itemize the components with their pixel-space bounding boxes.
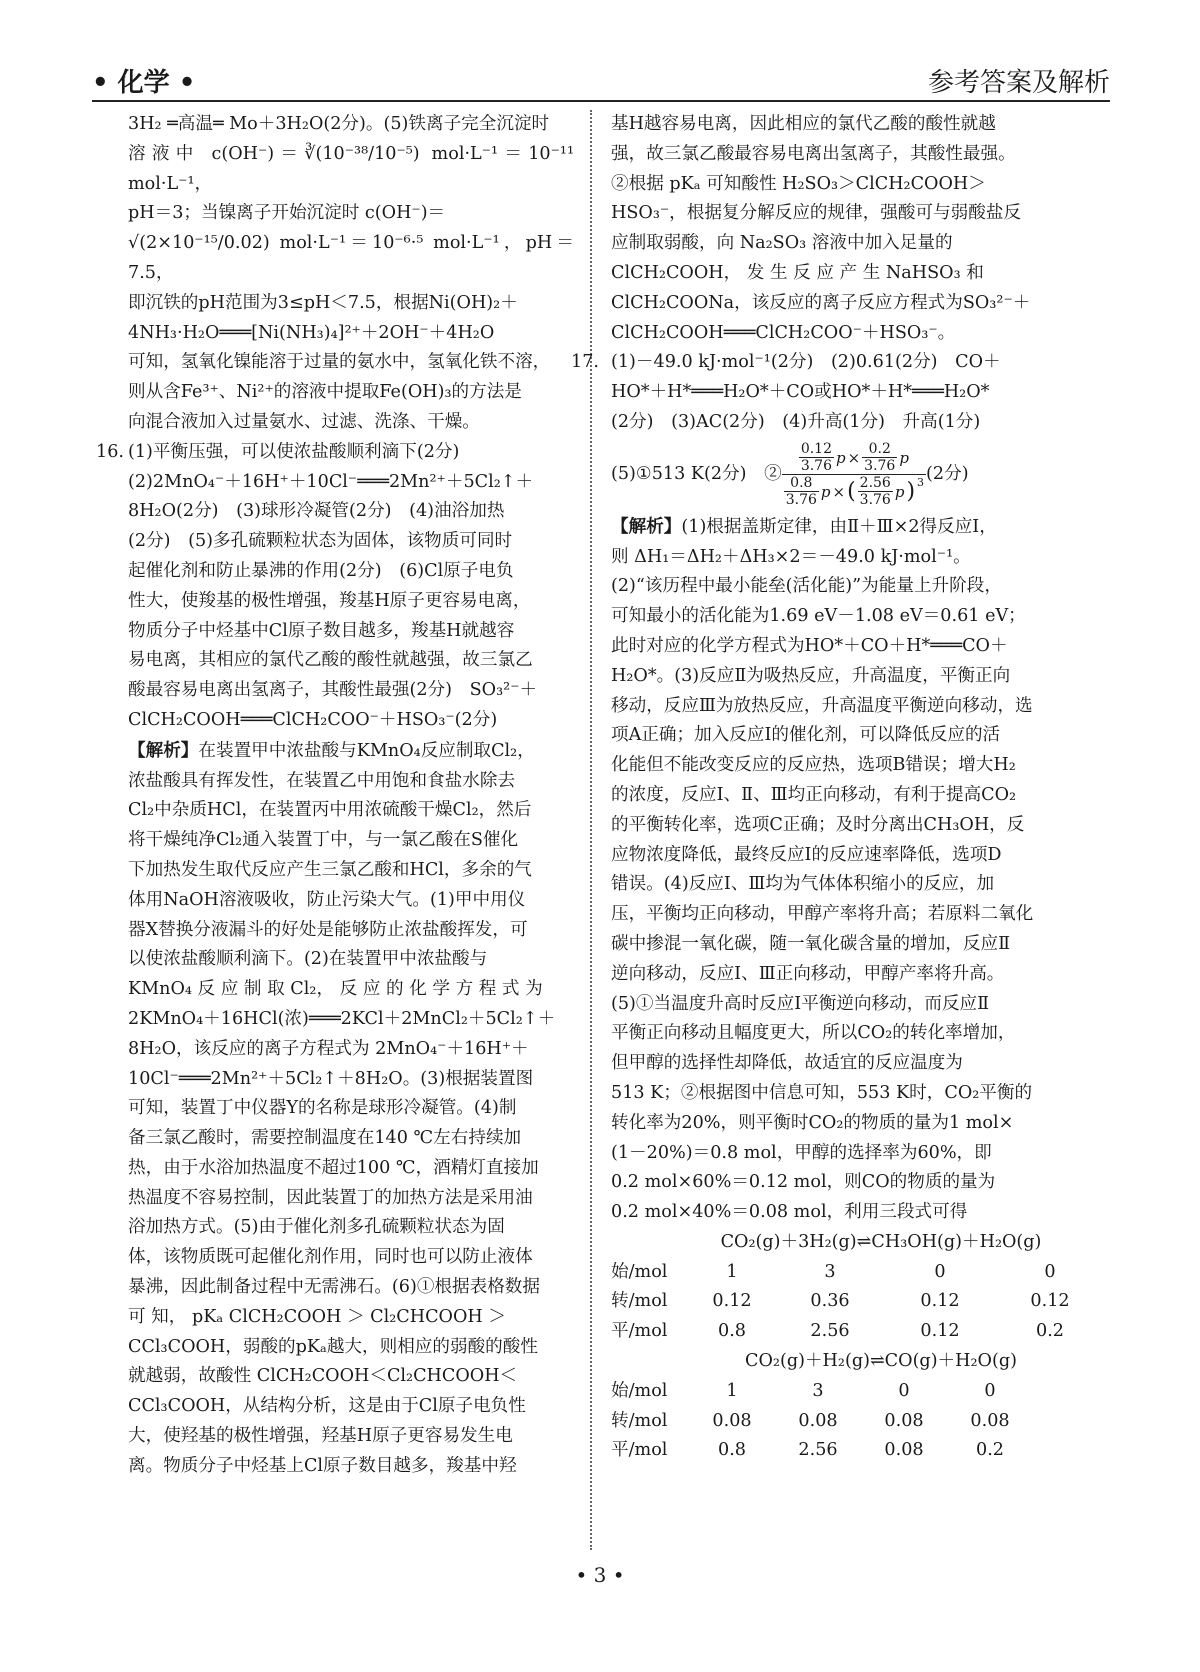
analysis-line: 可知，装置丁中仪器Y的名称是球形冷凝管。(4)制	[128, 1098, 517, 1119]
analysis-line: 0.2 mol×60%＝0.12 mol，则CO的物质的量为	[611, 1172, 996, 1193]
text-line: 3H₂ ═高温═ Mo＋3H₂O(2分)。(5)铁离子完全沉淀时	[128, 114, 550, 134]
row-label: 始/mol	[611, 1261, 668, 1282]
fraction-denominator	[782, 475, 926, 508]
analysis-line: 体，该物质既可起催化剂作用，同时也可以防止液体	[128, 1247, 533, 1268]
table-row	[611, 1436, 1033, 1466]
analysis-line: 器X替换分液漏斗的好处是能够防止浓盐酸挥发，可	[128, 919, 528, 940]
table-cell: 1	[726, 1380, 738, 1401]
text-line: 4NH₃·H₂O═══[Ni(NH₃)₄]²⁺＋2OH⁻＋4H₂O	[128, 322, 495, 343]
text-line: 基H越容易电离，因此相应的氯代乙酸的酸性就越	[611, 114, 996, 134]
analysis-line: 下加热发生取代反应产生三氯乙酸和HCl，多余的气	[128, 859, 532, 880]
numerator-term-b: $\frac{0.2}{3.76}$	[864, 441, 896, 475]
analysis-line: 备三氯乙酸时，需要控制温度在140 ℃左右持续加	[128, 1128, 522, 1149]
header-title: 参考答案及解析	[927, 68, 1110, 98]
pressure-symbol: p	[835, 448, 846, 467]
table-cell: 0.12	[1030, 1291, 1070, 1312]
kp-fraction	[782, 441, 926, 508]
denominator-term-b: $\frac{2.56}{3.76}$	[859, 475, 891, 509]
table-cell: 0.2	[976, 1440, 1004, 1461]
answer-line: (1)平衡压强，可以使浓盐酸顺利滴下(2分)	[128, 441, 460, 462]
pressure-symbol: p	[899, 448, 909, 467]
text-line: ClCH₂COOH═══ClCH₂COO⁻＋HSO₃⁻。	[611, 322, 956, 343]
answer-line: 8H₂O(2分) (3)球形冷凝管(2分) (4)油浴加热	[128, 501, 505, 522]
analysis-line: 浓盐酸具有挥发性，在装置乙中用饱和食盐水除去	[128, 770, 516, 791]
analysis-line	[128, 736, 574, 767]
paren-close: )	[906, 478, 916, 504]
text-line: ②根据 pKₐ 可知酸性 H₂SO₃＞ClCH₂COOH＞	[611, 173, 986, 194]
analysis-line: 将干燥纯净Cl₂通入装置丁中，与一氯乙酸在S催化	[128, 830, 519, 851]
fraction-numerator	[782, 441, 926, 475]
answer-line: 起催化剂和防止暴沸的作用(2分) (6)Cl原子电负	[128, 560, 514, 581]
three-line-table-1	[611, 1258, 1105, 1347]
answer-line: HO*＋H*═══H₂O*＋CO或HO*＋H*═══H₂O*	[611, 382, 990, 403]
analysis-line: 2KMnO₄＋16HCl(浓)═══2KCl＋2MnCl₂＋5Cl₂↑＋	[128, 1008, 556, 1029]
text-line: 应制取弱酸，向 Na₂SO₃ 溶液中加入足量的	[611, 233, 953, 254]
table-cell: 2.56	[798, 1440, 838, 1461]
table-cell: 1	[726, 1261, 738, 1282]
text-line: HSO₃⁻，根据复分解反应的规律，强酸可与弱酸盐反	[611, 203, 1022, 224]
table-row	[611, 1377, 1033, 1407]
text-line: ClCH₂COONa，该反应的离子反应方程式为SO₃²⁻＋	[611, 292, 1031, 313]
subject-label: • 化学 •	[92, 68, 196, 98]
text-line: 则从含Fe³⁺、Ni²⁺的溶液中提取Fe(OH)₃的方法是	[128, 382, 522, 403]
table-cell: 0.12	[712, 1291, 752, 1312]
analysis-line: 移动，反应Ⅲ为放热反应，升高温度平衡逆向移动，选	[611, 695, 1033, 716]
times-sign: ×	[832, 482, 846, 501]
analysis-line: 转化率为20%，则平衡时CO₂的物质的量为1 mol×	[611, 1112, 1014, 1133]
question-number: 16.	[96, 441, 124, 462]
analysis-line: 项A正确；加入反应Ⅰ的催化剂，可以降低反应的活	[611, 725, 1001, 746]
table-cell: 0.2	[1036, 1321, 1064, 1342]
analysis-line: CCl₃COOH，从结构分析，这是由于Cl原子电负性	[128, 1396, 526, 1417]
text-line: 即沉铁的pH范围为3≤pH＜7.5，根据Ni(OH)₂＋	[128, 292, 518, 313]
page-header	[92, 62, 1110, 100]
answer-line: (2分) (5)多孔硫颗粒状态为固体，该物质可同时	[128, 531, 513, 552]
text-line: ClCH₂COOH， 发 生 反 应 产 生 NaHSO₃ 和	[611, 262, 984, 283]
table-cell: 0.08	[884, 1410, 924, 1431]
table-cell: 0	[934, 1261, 946, 1282]
part5-prefix: (5)①513 K(2分) ②	[611, 463, 782, 484]
table-row	[611, 1317, 1105, 1347]
table-cell: 0.08	[970, 1410, 1010, 1431]
q16-continuation	[611, 110, 1111, 348]
analysis-line: 体用NaOH溶液吸收，防止污染大气。(1)甲中用仪	[128, 889, 526, 910]
text-line: 溶液中 c(OH⁻)＝∛(10⁻³⁸/10⁻⁵) mol·L⁻¹＝10⁻¹¹ mol·L⁻¹，	[128, 143, 574, 194]
analysis-line: 逆向移动，反应Ⅰ、Ⅲ正向移动，甲醇产率将升高。	[611, 963, 1005, 984]
analysis-line: KMnO₄ 反 应 制 取 Cl₂， 反 应 的 化 学 方 程 式 为	[128, 979, 543, 1000]
analysis-line: 10Cl⁻═══2Mn²⁺＋5Cl₂↑＋8H₂O。(3)根据装置图	[128, 1068, 534, 1089]
right-column	[571, 110, 1111, 1466]
text-line: 强，故三氯乙酸最容易电离出氢离子，其酸性最强。	[611, 143, 1016, 164]
row-label: 平/mol	[611, 1440, 668, 1461]
table-cell: 0.8	[718, 1440, 746, 1461]
analysis-line: H₂O*。(3)反应Ⅱ为吸热反应，升高温度，平衡正向	[611, 665, 1011, 686]
question-16	[96, 438, 574, 1482]
analysis-line: 则 ΔH₁＝ΔH₂＋ΔH₃×2＝－49.0 kJ·mol⁻¹。	[611, 546, 971, 567]
analysis-line: 的浓度，反应Ⅰ、Ⅱ、Ⅲ均正向移动，有利于提高CO₂	[611, 784, 1017, 805]
answer-line-fraction	[611, 438, 1111, 512]
left-column	[96, 110, 574, 1482]
analysis-line: 热温度不容易控制，因此装置丁的加热方法是采用油	[128, 1187, 533, 1208]
answer-line: 酸最容易电离出氢离子，其酸性最强(2分) SO₃²⁻＋	[128, 680, 538, 701]
row-label: 始/mol	[611, 1380, 668, 1401]
text-line: 向混合液加入过量氨水、过滤、洗涤、干燥。	[128, 411, 480, 432]
answer-line: 物质分子中烃基中Cl原子数目越多，羧基H就越容	[128, 620, 515, 641]
analysis-line: 的平衡转化率，选项C正确；及时分离出CH₃OH，反	[611, 814, 1025, 835]
analysis-line: 错误。(4)反应Ⅰ、Ⅲ均为气体体积缩小的反应，加	[611, 874, 995, 895]
reaction-equation-2: CO₂(g)＋H₂(g)⇌CO(g)＋H₂O(g)	[745, 1351, 1017, 1372]
answer-line: 易电离，其相应的氯代乙酸的酸性就越强，故三氯乙	[128, 650, 533, 671]
table-cell: 0.08	[884, 1440, 924, 1461]
analysis-line: 可知最小的活化能为1.69 eV－1.08 eV＝0.61 eV；	[611, 606, 1026, 627]
header-rule	[92, 100, 1110, 102]
reaction-equation-1: CO₂(g)＋3H₂(g)⇌CH₃OH(g)＋H₂O(g)	[720, 1231, 1042, 1252]
three-line-table-2	[611, 1377, 1033, 1466]
analysis-text: 在装置甲中浓盐酸与KMnO₄反应制取Cl₂，	[198, 740, 535, 761]
table-row	[611, 1287, 1105, 1317]
analysis-line: 可 知， pKₐ ClCH₂COOH ＞ Cl₂CHCOOH ＞	[128, 1306, 506, 1327]
answer-line: (2)2MnO₄⁻＋16H⁺＋10Cl⁻═══2Mn²⁺＋5Cl₂↑＋	[128, 471, 534, 492]
times-sign: ×	[847, 448, 861, 467]
analysis-line: 应物浓度降低，最终反应Ⅰ的反应速率降低，选项D	[611, 844, 1002, 865]
question-17	[571, 348, 1111, 1466]
table-cell: 0.36	[810, 1291, 850, 1312]
analysis-line: CCl₃COOH，弱酸的pKₐ越大，则相应的弱酸的酸性	[128, 1336, 538, 1357]
text-line: pH＝3；当镍离子开始沉淀时 c(OH⁻)＝	[128, 203, 446, 224]
analysis-line: (2)“该历程中最小能垒(活化能)”为能量上升阶段，	[611, 576, 1002, 597]
analysis-line: 但甲醇的选择性却降低，故适宜的反应温度为	[611, 1053, 963, 1074]
analysis-line: 此时对应的化学方程式为HO*＋CO＋H*═══CO＋	[611, 635, 1008, 656]
answer-line: (2分) (3)AC(2分) (4)升高(1分) 升高(1分)	[611, 411, 981, 432]
analysis-label: 【解析】	[128, 739, 199, 761]
table-cell: 0	[1044, 1261, 1056, 1282]
answer-line: ClCH₂COOH═══ClCH₂COO⁻＋HSO₃⁻(2分)	[128, 709, 498, 730]
analysis-line: Cl₂中杂质HCl，在装置丙中用浓硫酸干燥Cl₂，然后	[128, 800, 532, 821]
analysis-line: 热，由于水浴加热温度不超过100 ℃，酒精灯直接加	[128, 1157, 539, 1178]
analysis-line: (5)①当温度升高时反应Ⅰ平衡逆向移动，而反应Ⅱ	[611, 993, 990, 1014]
answer-line: (1)－49.0 kJ·mol⁻¹(2分) (2)0.61(2分) CO＋	[611, 352, 1001, 373]
row-label: 平/mol	[611, 1321, 668, 1342]
table-row	[611, 1407, 1033, 1437]
table-row	[611, 1258, 1105, 1288]
table-cell: 0.08	[712, 1410, 752, 1431]
text-line: √(2×10⁻¹⁵/0.02) mol·L⁻¹＝10⁻⁶·⁵ mol·L⁻¹，pH＝7.5，	[128, 233, 574, 283]
table-cell: 2.56	[810, 1321, 850, 1342]
analysis-line: 8H₂O，该反应的离子方程式为 2MnO₄⁻＋16H⁺＋	[128, 1038, 529, 1059]
text-line: 可知，氢氧化镍能溶于过量的氨水中，氢氧化铁不溶，	[128, 352, 551, 373]
table-cell: 0	[984, 1380, 996, 1401]
paren-open: (	[847, 478, 856, 504]
analysis-line: 碳中掺混一氧化碳，随一氧化碳含量的增加，反应Ⅱ	[611, 933, 1011, 954]
denominator-term-a: $\frac{0.8}{3.76}$	[785, 475, 817, 509]
analysis-line: (1－20%)＝0.8 mol，甲醇的选择率为60%，即	[611, 1142, 992, 1163]
analysis-line: 离。物质分子中烃基上Cl原子数目越多，羧基中羟	[128, 1455, 517, 1476]
answer-line: 性大，使羧基的极性增强，羧基H原子更容易电离，	[128, 590, 531, 611]
question-number: 17.	[571, 352, 599, 373]
table-cell: 0	[898, 1380, 910, 1401]
analysis-line: 压，平衡均正向移动，甲醇产率将升高；若原料二氧化	[611, 904, 1034, 925]
analysis-line	[611, 512, 1111, 543]
table-cell: 0.12	[920, 1291, 960, 1312]
cube-exponent: 3	[917, 476, 925, 490]
table-cell: 0.8	[718, 1321, 746, 1342]
analysis-line: 平衡正向移动且幅度更大，所以CO₂的转化率增加，	[611, 1023, 1016, 1044]
analysis-text: (1)根据盖斯定律，由Ⅱ＋Ⅲ×2得反应Ⅰ，	[681, 516, 997, 537]
part5-suffix: (2分)	[926, 463, 969, 484]
analysis-line: 化能但不能改变反应的反应热，选项B错误；增大H₂	[611, 755, 1016, 776]
analysis-line: 大，使羟基的极性增强，羟基H原子更容易发生电	[128, 1426, 513, 1447]
analysis-line: 就越弱，故酸性 ClCH₂COOH＜Cl₂CHCOOH＜	[128, 1366, 518, 1387]
analysis-line: 浴加热方式。(5)由于催化剂多孔硫颗粒状态为固	[128, 1217, 505, 1238]
table-cell: 3	[824, 1261, 836, 1282]
page-number: • 3 •	[575, 1563, 625, 1587]
table-cell: 0.12	[920, 1321, 960, 1342]
pressure-symbol: p	[894, 482, 905, 501]
analysis-line: 以使浓盐酸顺利滴下。(2)在装置甲中浓盐酸与	[128, 949, 488, 970]
table-cell: 3	[812, 1380, 824, 1401]
row-label: 转/mol	[611, 1291, 668, 1312]
analysis-label: 【解析】	[611, 515, 682, 537]
numerator-term-a: $\frac{0.12}{3.76}$	[800, 441, 832, 475]
analysis-line: 513 K；②根据图中信息可知，553 K时，CO₂平衡的	[611, 1082, 1033, 1103]
analysis-line: 0.2 mol×40%＝0.08 mol，利用三段式可得	[611, 1202, 968, 1223]
row-label: 转/mol	[611, 1410, 668, 1431]
q15-continuation	[96, 110, 574, 438]
pressure-symbol: p	[820, 482, 831, 501]
analysis-line: 暴沸，因此制备过程中无需沸石。(6)①根据表格数据	[128, 1277, 540, 1298]
table-cell: 0.08	[798, 1410, 838, 1431]
